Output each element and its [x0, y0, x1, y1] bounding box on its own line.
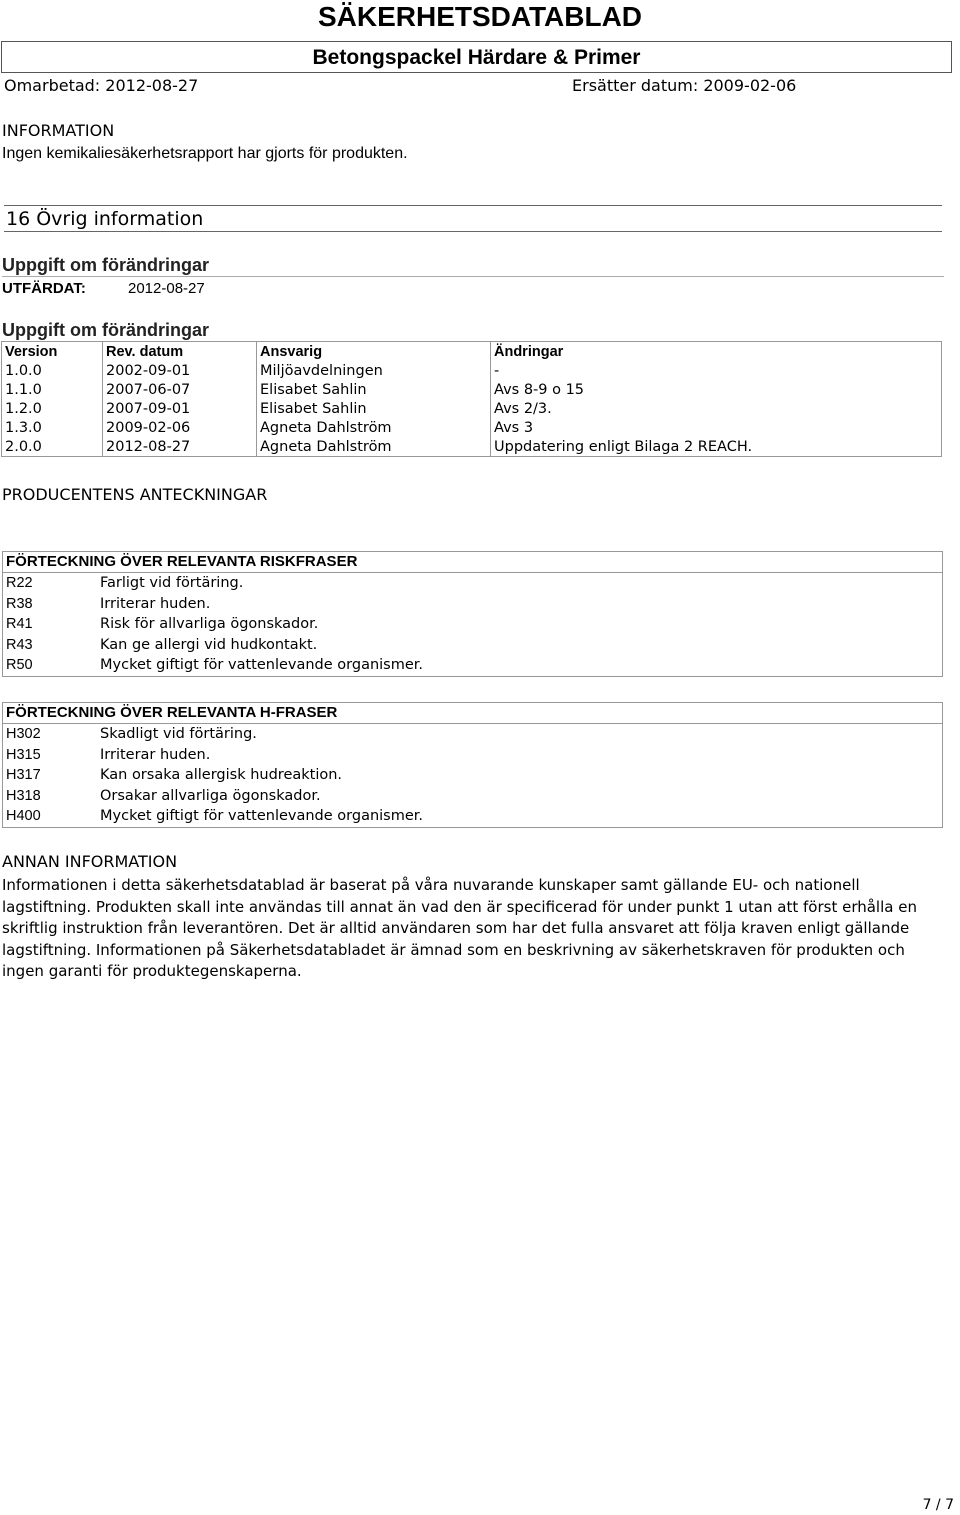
- changes-cell: Uppdatering enligt Bilaga 2 REACH.: [491, 437, 942, 457]
- phrase-text: Skadligt vid förtäring.: [100, 726, 257, 742]
- document-title: SÄKERHETSDATABLAD: [317, 1, 643, 32]
- column-header-responsible: Ansvarig: [257, 342, 491, 362]
- phrase-text: Kan ge allergi vid hudkontakt.: [100, 636, 318, 653]
- phrase-code: H400: [6, 808, 41, 825]
- section-16-heading: 16 Övrig information: [6, 208, 204, 230]
- list-item: [3, 724, 942, 745]
- replaces-date: Ersätter datum: 2009-02-06: [572, 76, 797, 95]
- list-item: [3, 614, 942, 635]
- other-info-text: Informationen i detta säkerhetsdatablad är baserat på våra nuvarande kunskaper samt gällande EU- och nationell lagstiftning. Produkten skall inte användas till annat än vad den är specificerad för under punkt 1 utan att först erhålla en skriftlig instruktion från leverantören. Det är alltid användaren som har det fulla ansvaret att följa kraven enligt gällande lagstiftning. Informationen på Säkerhetsdatabladet är ämnad som en beskrivning av säkerhetskraven för produkten och ingen garanti för produktegenskaperna.: [2, 876, 917, 981]
- phrase-code: R38: [6, 595, 33, 612]
- responsible-cell: Agneta Dahlström: [257, 437, 491, 457]
- list-item: [3, 745, 942, 766]
- changes-cell: Avs 2/3.: [491, 399, 942, 418]
- changes-heading-2: Uppgift om förändringar: [2, 320, 209, 340]
- phrase-code: R50: [6, 657, 33, 674]
- changes-heading-rule: [2, 276, 944, 277]
- responsible-cell: Elisabet Sahlin: [257, 380, 491, 399]
- product-name: Betongspackel Härdare & Primer: [1, 41, 952, 73]
- section-16-top-rule: [4, 205, 942, 206]
- table-row: [2, 399, 942, 418]
- phrase-code: H302: [6, 726, 41, 742]
- column-header-changes: Ändringar: [491, 342, 942, 362]
- rev-date-cell: 2002-09-01: [103, 361, 257, 380]
- phrase-text: Orsakar allvarliga ögonskador.: [100, 787, 321, 804]
- phrase-text: Irriterar huden.: [100, 746, 211, 763]
- h-phrases-box: [2, 702, 943, 828]
- changes-table-header: [2, 342, 942, 362]
- section-16-bottom-rule: [4, 231, 942, 232]
- changes-cell: -: [491, 361, 942, 380]
- changes-cell: Avs 3: [491, 418, 942, 437]
- list-item: [3, 573, 942, 594]
- list-item: [3, 806, 942, 827]
- list-item: [3, 635, 942, 656]
- rev-date-cell: 2007-06-07: [103, 380, 257, 399]
- r-phrases-box: [2, 551, 943, 677]
- list-item: [3, 655, 942, 676]
- version-cell: 1.3.0: [2, 418, 103, 437]
- r-phrases-title: FÖRTECKNING ÖVER RELEVANTA RISKFRASER: [3, 552, 942, 573]
- column-header-version: Version: [2, 342, 103, 362]
- changes-cell: Avs 8-9 o 15: [491, 380, 942, 399]
- version-cell: 1.0.0: [2, 361, 103, 380]
- revised-date: Omarbetad: 2012-08-27: [4, 76, 199, 95]
- table-row: [2, 361, 942, 380]
- phrase-code: H315: [6, 746, 41, 763]
- rev-date-cell: 2009-02-06: [103, 418, 257, 437]
- rev-date-cell: 2007-09-01: [103, 399, 257, 418]
- phrase-code: H318: [6, 787, 41, 804]
- list-item: [3, 765, 942, 786]
- version-cell: 1.1.0: [2, 380, 103, 399]
- producer-notes-heading: PRODUCENTENS ANTECKNINGAR: [2, 485, 268, 504]
- column-header-rev-date: Rev. datum: [103, 342, 257, 362]
- table-row: [2, 418, 942, 437]
- list-item: [3, 594, 942, 615]
- phrase-text: Mycket giftigt för vattenlevande organismer.: [100, 808, 424, 825]
- information-heading: INFORMATION: [2, 121, 115, 140]
- issued-label: UTFÄRDAT:: [2, 280, 86, 297]
- responsible-cell: Agneta Dahlström: [257, 418, 491, 437]
- phrase-text: Mycket giftigt för vattenlevande organismer.: [100, 657, 424, 674]
- changes-heading-1: Uppgift om förändringar: [2, 255, 209, 275]
- version-cell: 2.0.0: [2, 437, 103, 457]
- rev-date-cell: 2012-08-27: [103, 437, 257, 457]
- phrase-text: Kan orsaka allergisk hudreaktion.: [100, 767, 343, 784]
- phrase-code: R43: [6, 636, 33, 653]
- phrase-text: Irriterar huden.: [100, 595, 211, 612]
- responsible-cell: Miljöavdelningen: [257, 361, 491, 380]
- phrase-text: Risk för allvarliga ögonskador.: [100, 616, 319, 633]
- phrase-text: Farligt vid förtäring.: [100, 575, 244, 591]
- information-text: Ingen kemikaliesäkerhetsrapport har gjorts för produkten.: [2, 145, 408, 162]
- changes-table: [1, 341, 942, 457]
- issued-value: 2012-08-27: [128, 280, 205, 297]
- table-row: [2, 380, 942, 399]
- table-row: [2, 437, 942, 457]
- phrase-code: H317: [6, 767, 41, 784]
- phrase-code: R41: [6, 616, 33, 633]
- h-phrases-title: FÖRTECKNING ÖVER RELEVANTA H-FRASER: [3, 703, 942, 724]
- other-info-heading: ANNAN INFORMATION: [2, 852, 178, 871]
- version-cell: 1.2.0: [2, 399, 103, 418]
- list-item: [3, 786, 942, 807]
- responsible-cell: Elisabet Sahlin: [257, 399, 491, 418]
- phrase-code: R22: [6, 575, 33, 591]
- page-number: 7 / 7: [922, 1497, 954, 1513]
